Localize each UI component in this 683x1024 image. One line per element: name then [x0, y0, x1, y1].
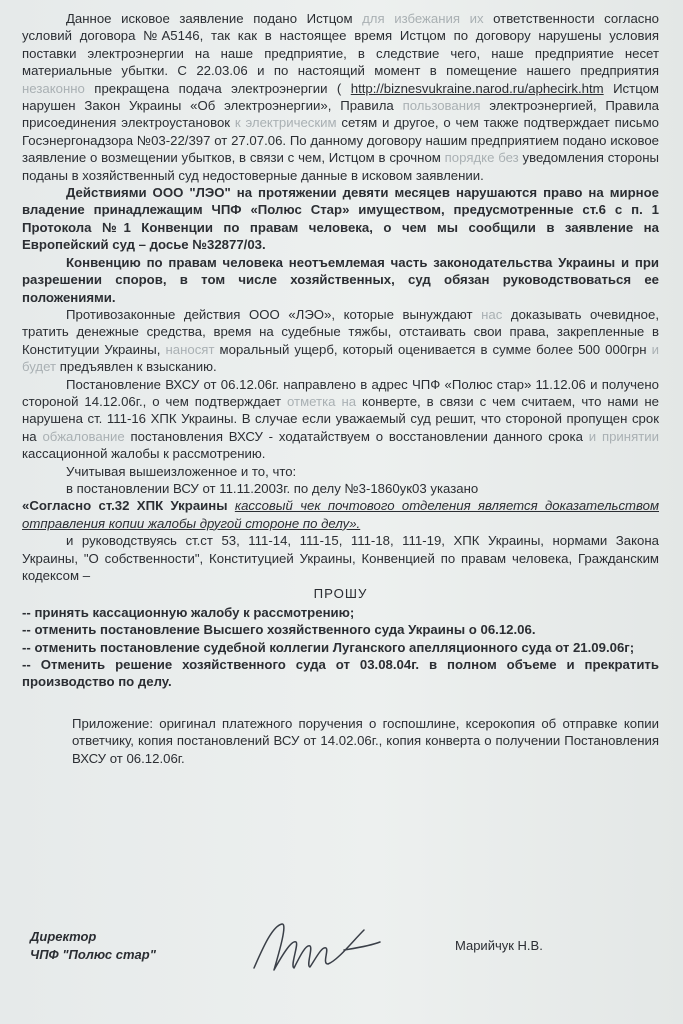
signature-block [30, 928, 659, 978]
paragraph-damages: Противозаконные действия ООО «ЛЭО», которые вынуждают нас доказывать очевидное, тратить денежные средства, время на судебные тяжбы, отстаивать свои права, закрепленные в Конституции Украины, наносят моральный ущерб, который оценивается в сумме более 500 000грн и будет предъявлен к взысканию. [22, 306, 659, 375]
company-name: ЧПФ "Полюс стар" [30, 947, 156, 962]
paragraph-guided-by: и руководствуясь ст.ст 53, 111-14, 111-15, 111-18, 111-19, ХПК Украины, нормами Закона Украины, "О собственности", Конституцией Украины, Конвенцией по правам человека, Гражданским кодексом – [22, 533, 659, 583]
paragraph-violation: Действиями ООО "ЛЭО" на протяжении девяти месяцев нарушаются право на мирное владение принадлежащим ЧПФ «Полюс Стар» имуществом, предусмотренные ст.6 с п. 1 Протокола №1 Конвенции по правам человека, о чем мы сообщили в заявление на Европейский суд – досье №32877/03. [22, 185, 659, 253]
request-item: -- отменить постановление судебной коллегии Луганского апелляционного суда от 21.09.06г; [22, 639, 635, 655]
signer-name: Марийчук Н.В. [455, 938, 543, 953]
paragraph-quote: «Согласно ст.32 ХПК Украины кассовый чек почтового отделения является доказательством отправления копии жалобы другой стороне по делу». [22, 498, 659, 531]
paragraph-convention: Конвенцию по правам человека неотъемлемая часть законодательства Украины и при разрешении споров, в том числе хозяйственных, суд обязан руководствоваться ее положениями. [22, 254, 659, 305]
request-item: -- принять кассационную жалобу к рассмотрению; [22, 604, 355, 620]
director-label [30, 928, 156, 964]
paragraph-attachment: Приложение: оригинал платежного поручения о госпошлине, ксерокопия об отправке копии ответчику, копия постановлений ВСУ от 14.02.06г., копия конверта о получении Постановления ВХСУ от 06.12.06г. [72, 715, 659, 766]
paragraph-considering: Учитывая вышеизложенное и то, что: [66, 463, 297, 479]
paragraph-ruling-delivery: Постановление ВХСУ от 06.12.06г. направлено в адрес ЧПФ «Полюс стар» 11.12.06 и получено стороной 14.12.06г., о чем подтверждает отметка на конверте, в связи с чем считаем, что нами не нарушена ст. 111-16 ХПК Украины. В случае если уважаемый суд решит, что стороной пропущен срок на обжалование постановления ВХСУ - ходатайствуем о восстановлении данного срока и принятии кассационной жалобы к рассмотрению. [22, 376, 660, 462]
request-item: -- отменить постановление Высшего хозяйственного суда Украины о 06.12.06. [22, 622, 536, 638]
paragraph-claim: Данное исковое заявление подано Истцом для избежания их ответственности согласно условий договора №А5146, так как в настоящее время Истцом по договору нарушены условия поставки электроэнергии на наше предприятие, в следствие чего, наше предприятие несет материальные убытки. С 22.03.06 и по настоящий момент в помещение нашего предприятия незаконно прекращена подача электроэнергии ( http://biznesvukraine.narod.ru/aphecirk.htm Истцом нарушен Закон Украины «Об электроэнергии», Правила пользования электроэнергией, Правила присоединения электроустановок к электрическим сетям и другое, о чем также подтверждает письмо Госэнергонадзора №03-22/397 от 27.07.06. По данному договору нашим предприятием подано исковое заявление о возмещении убытков, в связи с чем, Истцом в срочном порядке без уведомления стороны поданы в хозяйственный суд недостоверные данные в исковом заявлении. [22, 11, 659, 183]
director-title: Директор [30, 929, 97, 944]
paragraph-supreme-court-ruling: в постановлении ВСУ от 11.11.2003г. по делу №3-1860ук03 указано [66, 480, 479, 496]
reference-link[interactable]: http://biznesvukraine.narod.ru/aphecirk.htm [350, 80, 604, 96]
heading-request: ПРОШУ [313, 586, 368, 602]
handwritten-signature [248, 916, 388, 978]
request-item: -- Отменить решение хозяйственного суда от 03.08.04г. в полном объеме и прекратить производство по делу. [22, 657, 659, 690]
